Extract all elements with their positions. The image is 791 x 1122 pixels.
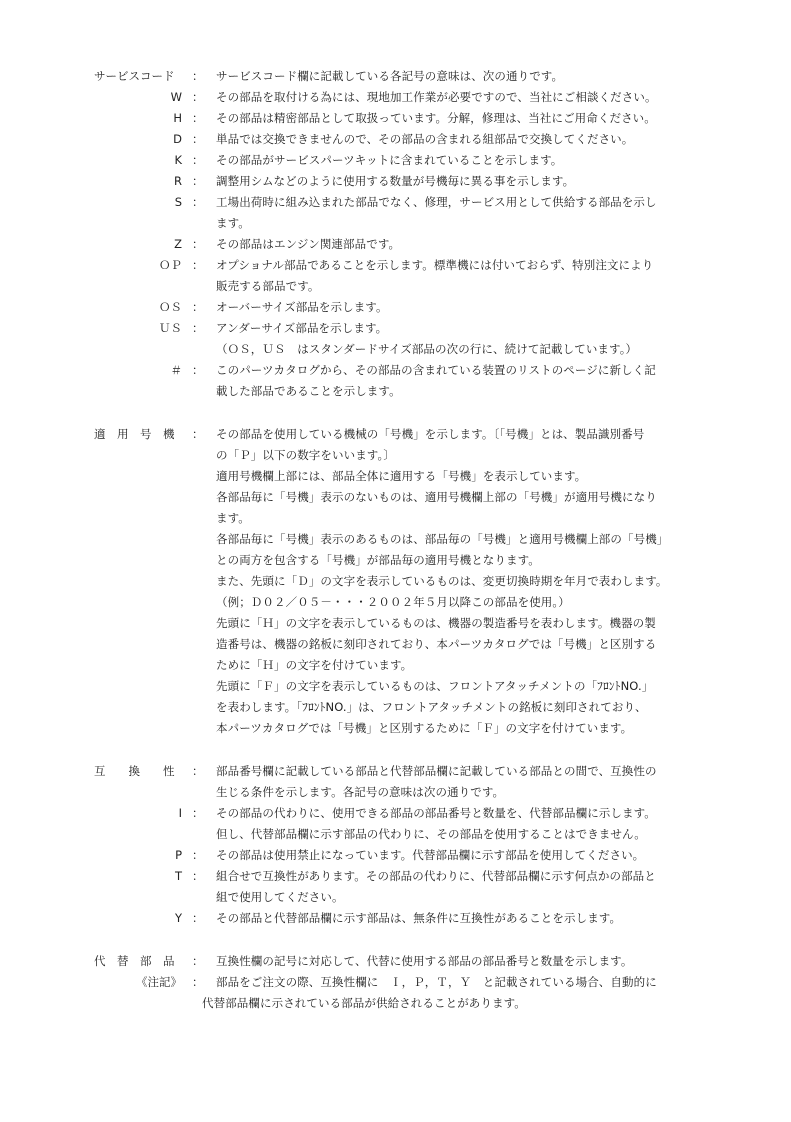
definition-text: サービスコード欄に記載している各記号の意味は、次の通りです。 (216, 69, 564, 83)
definition-text: ます。 (216, 511, 250, 525)
colon: ： (192, 764, 204, 778)
colon: ： (192, 806, 204, 820)
definition-row (0, 66, 791, 87)
definition-text: 各部品毎に「号機」表示のないものは、適用号機欄上部の「号機」が適用号機になり (216, 490, 657, 504)
colon: ： (192, 300, 204, 314)
substitute-section (0, 951, 791, 1014)
colon: ： (192, 848, 204, 862)
code-label: S (174, 195, 182, 209)
definition-text: 先頭に「Ｈ」の文字を表示しているものは、機器の製造番号を表わします。機器の製 (216, 616, 656, 630)
colon: ： (192, 195, 204, 209)
definition-text: その部品を使用している機械の「号機」を示します。〔「号機」とは、製品識別番号 (216, 427, 645, 441)
definition-text: 工場出荷時に組み込まれた部品でなく、修理，サービス用として供給する部品を示し (216, 195, 657, 209)
code-row-op (0, 255, 791, 297)
note-row (0, 972, 791, 993)
definition-text: オーバーサイズ部品を示します。 (216, 300, 388, 314)
definition-text: このパーツカタログから、その部品の含まれている装置のリストのページに新しく記 (216, 363, 656, 377)
definition-text: を表わします。「ﾌﾛﾝﾄNO.」は、フロントアタッチメントの銘板に刻印されており、 (216, 700, 647, 714)
note-label: 《注記》 (136, 975, 182, 989)
definition-text: オプショナル部品であることを示します。標準機には付いておらず、特別注文により (216, 258, 654, 272)
definition-text: 本パーツカタログでは「号機」と区別するために「Ｆ」の文字を付けています。 (216, 721, 633, 735)
code-row-d (0, 129, 791, 150)
applicable-model-section (0, 424, 791, 739)
definition-text: 先頭に「Ｆ」の文字を表示しているものは、フロントアタッチメントの「ﾌﾛﾝﾄNO.」 (216, 679, 654, 693)
colon: ： (192, 90, 204, 104)
note-text-continued: 代替部品欄に示されている部品が供給されることがあります。 (202, 996, 526, 1010)
code-label: I (178, 806, 182, 820)
definition-text: アンダーサイズ部品を示します。 (216, 321, 388, 335)
definition-text: 適用号機欄上部には、部品全体に適用する「号機」を表示しています。 (216, 469, 587, 483)
colon: ： (192, 237, 204, 251)
code-row-os (0, 297, 791, 318)
code-label: K (174, 153, 182, 167)
term-applicable-model: 適 用 号 機 (94, 427, 175, 441)
definition-text: その部品と代替部品欄に示す部品は、無条件に互換性があることを示します。 (216, 911, 622, 925)
code-label: ＃ (170, 363, 182, 377)
colon: ： (192, 69, 204, 83)
code-label: ＵＳ (159, 321, 182, 335)
colon: ： (192, 132, 204, 146)
colon: ： (192, 869, 204, 883)
definition-text: その部品はエンジン関連部品です。 (216, 237, 401, 251)
definition-text: 組合せで互換性があります。その部品の代わりに、代替部品欄に示す何点かの部品と (216, 869, 656, 883)
definition-text: （ＯＳ，ＵＳ はスタンダードサイズ部品の次の行に、続けて記載しています。） (216, 342, 638, 356)
note-text: 部品をご注文の際、互換性欄に Ｉ，Ｐ，Ｔ，Ｙ と記載されている場合、自動的に (216, 975, 657, 989)
definition-text: その部品がサービスパーツキットに含まれていることを示します。 (216, 153, 563, 167)
code-row-h (0, 108, 791, 129)
definition-text: 造番号は、機器の銘板に刻印されており、本パーツカタログでは「号機」と区別する (216, 637, 657, 651)
code-label: Z (174, 237, 182, 251)
code-row-hash (0, 360, 791, 402)
code-row-p (0, 845, 791, 866)
code-label: W (170, 90, 182, 104)
definition-text: 単品では交換できませんので、その部品の含まれる組部品で交換してください。 (216, 132, 634, 146)
term-substitute-parts: 代 替 部 品 (94, 954, 175, 968)
colon: ： (192, 363, 204, 377)
code-row-y (0, 908, 791, 929)
code-row-t (0, 866, 791, 908)
definition-text: その部品の代わりに、使用できる部品の部品番号と数量を、代替部品欄に示します。 (216, 806, 656, 820)
code-row-k (0, 150, 791, 171)
definition-text: また、先頭に「Ｄ」の文字を表示しているものは、変更切換時期を年月で表わします。 (216, 574, 668, 588)
colon: ： (192, 427, 204, 441)
colon: ： (192, 321, 204, 335)
definition-text: ます。 (216, 216, 250, 230)
definition-text: との両方を包含する「号機」が部品毎の適用号機となります。 (216, 553, 540, 567)
document-page (0, 66, 791, 1014)
definition-text: の「Ｐ」以下の数字をいいます。〕 (216, 448, 395, 462)
term-compatibility: 互 換 性 (94, 764, 175, 778)
definition-text: 組で使用してください。 (216, 890, 344, 904)
definition-text: 部品番号欄に記載している部品と代替部品欄に記載している部品との間で、互換性の (216, 764, 657, 778)
definition-text: 載した部品であることを示します。 (216, 384, 401, 398)
definition-text: その部品は精密部品として取扱っています。分解，修理は、当社にご用命ください。 (216, 111, 656, 125)
definition-text: その部品を取付ける為には、現地加工作業が必要ですので、当社にご相談ください。 (216, 90, 657, 104)
colon: ： (192, 111, 204, 125)
definition-row (0, 951, 791, 972)
code-row-z (0, 234, 791, 255)
colon: ： (192, 954, 204, 968)
code-row-us (0, 318, 791, 360)
definition-text: （例；Ｄ０２／０５－・・・２００２年５月以降この部品を使用。） (216, 595, 570, 609)
code-label: R (174, 174, 182, 188)
service-code-section (0, 66, 791, 402)
compatibility-section (0, 761, 791, 929)
term-service-code: サービスコード (94, 69, 175, 83)
code-row-r (0, 171, 791, 192)
definition-row (0, 761, 791, 803)
definition-text: 互換性欄の記号に対応して、代替に使用する部品の部品番号と数量を示します。 (216, 954, 633, 968)
definition-text: 各部品毎に「号機」表示のあるものは、部品毎の「号機」と適用号機欄上部の「号機」 (216, 532, 669, 546)
code-label: ＯＰ (159, 258, 182, 272)
definition-text: 販売する部品です。 (216, 279, 320, 293)
code-row-w (0, 87, 791, 108)
colon: ： (192, 911, 204, 925)
definition-text: 但し、代替部品欄に示す部品の代わりに、その部品を使用することはできません。 (216, 827, 646, 841)
code-label: Y (174, 911, 182, 925)
colon: ： (192, 258, 204, 272)
definition-text: 調整用シムなどのように使用する数量が号機毎に異る事を示します。 (216, 174, 575, 188)
definition-text: その部品は使用禁止になっています。代替部品欄に示す部品を使用してください。 (216, 848, 645, 862)
code-label: H (173, 111, 182, 125)
code-label: D (173, 132, 182, 146)
colon: ： (192, 174, 204, 188)
colon: ： (192, 153, 204, 167)
code-label: ＯＳ (159, 300, 182, 314)
code-row-i (0, 803, 791, 845)
code-row-s (0, 192, 791, 234)
definition-text: ために「Ｈ」の文字を付けています。 (216, 658, 413, 672)
colon: ： (192, 975, 204, 989)
code-label: T (174, 869, 182, 883)
code-label: P (175, 848, 182, 862)
definition-text: 生じる条件を示します。各記号の意味は次の通りです。 (216, 785, 505, 799)
